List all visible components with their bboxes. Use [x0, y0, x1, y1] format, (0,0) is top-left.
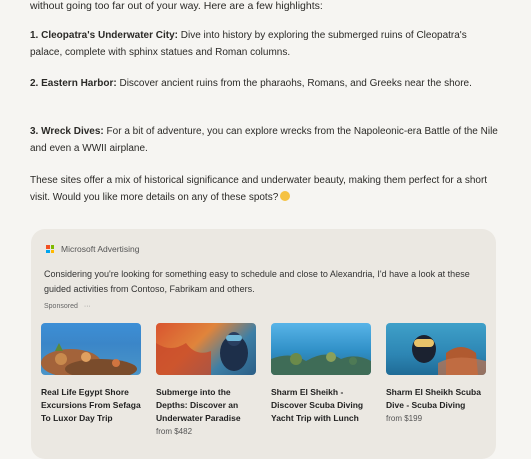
highlight-text: Discover ancient ruins from the pharaohs, Romans, and Greeks near the shore. [119, 78, 472, 89]
highlight-title: Eastern Harbor: [41, 78, 117, 89]
highlight-item [30, 124, 500, 157]
advertising-card [31, 229, 496, 459]
tile-image[interactable] [156, 323, 256, 375]
ad-tile[interactable] [271, 323, 371, 438]
highlight-title: Cleopatra's Underwater City: [41, 30, 178, 41]
microsoft-logo-icon [46, 245, 54, 253]
sponsored-text: Sponsored [44, 303, 78, 310]
intro-text: without going too far out of your way. Here are a few highlights: [30, 0, 323, 12]
highlight-text: For a bit of adventure, you can explore wrecks from the Napoleonic-era Battle of the Nile and even a WWII airplane. [30, 126, 498, 154]
tile-price: from $199 [386, 414, 423, 423]
tile-title[interactable]: Submerge into the Depths: Discover an Underwater Paradise [156, 387, 241, 423]
tile-image[interactable] [386, 323, 486, 375]
summary-sentence: These sites offer a mix of historical significance and underwater beauty, making them perfect for a short visit. Would you like more details on any of these spots? [30, 175, 488, 203]
ad-tiles [41, 323, 491, 438]
sponsored-label [44, 303, 91, 310]
highlight-text: Dive into history by exploring the submerged ruins of Cleopatra's palace, complete with sphinx statues and Roman columns. [30, 30, 467, 58]
highlight-item [30, 28, 500, 61]
ad-source [46, 244, 139, 254]
highlight-number: 1. [30, 30, 39, 41]
ad-tile[interactable] [41, 323, 141, 438]
smiling-face-icon [280, 191, 290, 201]
tile-title[interactable]: Sharm El Sheikh Scuba Dive - Scuba Diving [386, 387, 481, 410]
tile-title[interactable]: Real Life Egypt Shore Excursions From Sefaga To Luxor Day Trip [41, 387, 141, 423]
tile-title[interactable]: Sharm El Sheikh - Discover Scuba Diving Yacht Trip with Lunch [271, 387, 364, 423]
ad-source-label: Microsoft Advertising [61, 244, 140, 254]
more-icon[interactable]: ··· [83, 303, 91, 310]
ad-tile[interactable] [156, 323, 256, 438]
tile-image[interactable] [41, 323, 141, 375]
ad-description: Considering you're looking for something easy to schedule and close to Alexandria, I'd have a look at these guided activities from Contoso, Fabrikam and others. [44, 269, 470, 294]
tile-image[interactable] [271, 323, 371, 375]
summary-text [30, 173, 490, 206]
ad-tile[interactable] [386, 323, 486, 438]
tile-price: from $482 [156, 427, 193, 436]
highlight-item [30, 76, 500, 93]
highlight-number: 3. [30, 126, 39, 137]
highlight-title: Wreck Dives: [41, 126, 104, 137]
highlight-number: 2. [30, 78, 39, 89]
